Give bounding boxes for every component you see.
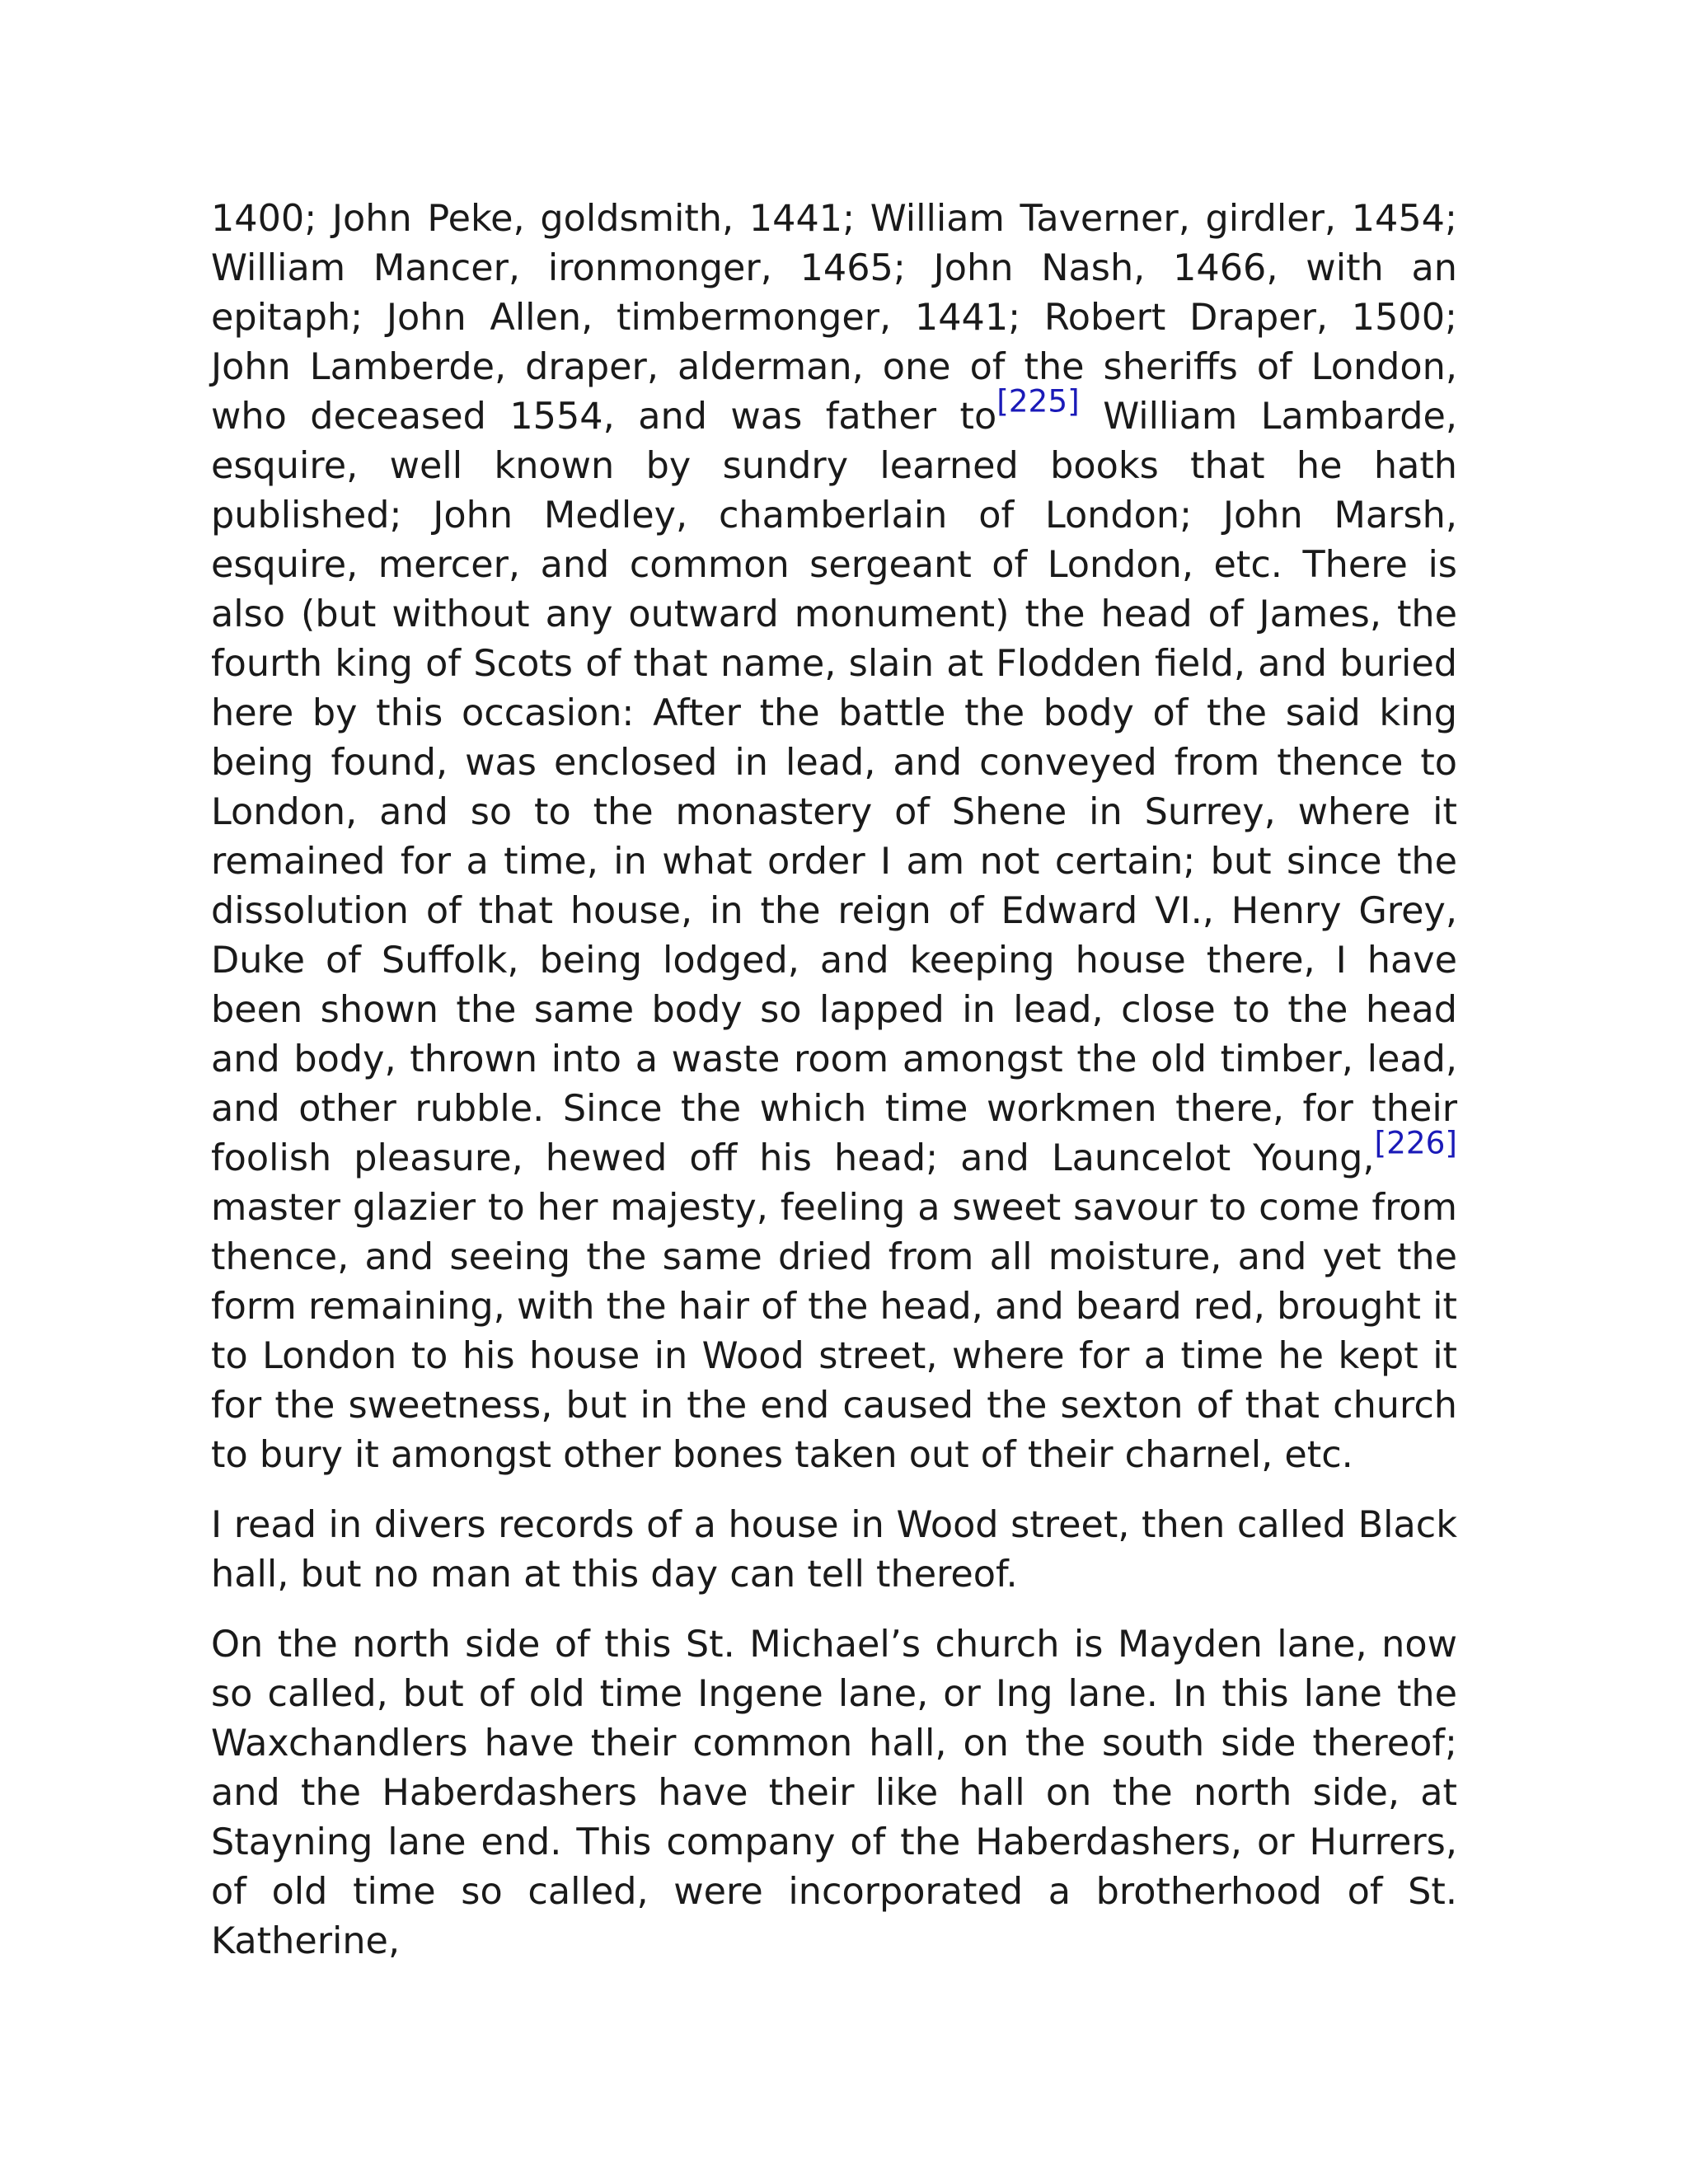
paragraph-monuments [211,194,1457,1480]
paragraph-text-segment: master glazier to her majesty, feeling a sweet savour to come from thence, and seeing the same dried from all moisture, and yet the form remaining, with the hair of the head, and beard red, brought it to London to his house in Wood street, where for a time he kept it for the sweetness, but in the end caused the sexton of that church to bury it amongst other bones taken out of their charnel, etc. [211,1187,1457,1476]
footnote-link-225[interactable]: [225] [996,382,1080,419]
paragraph-text-segment: William Lambarde, esquire, well known by sundry learned books that he hath published; John Medley, chamberlain of London; John Marsh, esquire, mercer, and common sergeant of London, etc. There is also (but without any outward monument) the head of James, the fourth king of Scots of that name, slain at Flodden field, and buried here by this occasion: After the battle the body of the said king being found, was enclosed in lead, and conveyed from thence to London, and so to the monastery of Shene in Surrey, where it remained for a time, in what order I am not certain; but since the dissolution of that house, in the reign of Edward VI., Henry Grey, Duke of Suffolk, being lodged, and keeping house there, I have been shown the same body so lapped in lead, close to the head and body, thrown into a waste room amongst the old timber, lead, and other rubble. Since the which time workmen there, for their foolish pleasure, hewed off his head; and Launcelot Young, [211,396,1457,1179]
paragraph-mayden-lane: On the north side of this St. Michael’s church is Mayden lane, now so called, but of old time Ingene lane, or Ing lane. In this lane the Waxchandlers have their common hall, on the south side thereof; and the Haberdashers have their like hall on the north side, at Stayning lane end. This company of the Haberdashers, or Hurrers, of old time so called, were incorporated a brotherhood of St. Katherine, [211,1624,1457,1962]
page-body [211,194,1457,1987]
paragraph-text-segment: 1400; John Peke, goldsmith, 1441; William Taverner, girdler, 1454; William Mancer, ironmonger, 1465; John Nash, 1466, with an epitaph; John Allen, timbermonger, 1441; Robert Draper, 1500; John Lamberde, draper, alderman, one of the sheriffs of London, who deceased 1554, and was father to [211,198,1457,438]
footnote-link-226[interactable]: [226] [1374,1124,1457,1161]
paragraph-black-hall: I read in divers records of a house in Wood street, then called Black hall, but no man at this day can tell thereof. [211,1504,1457,1596]
